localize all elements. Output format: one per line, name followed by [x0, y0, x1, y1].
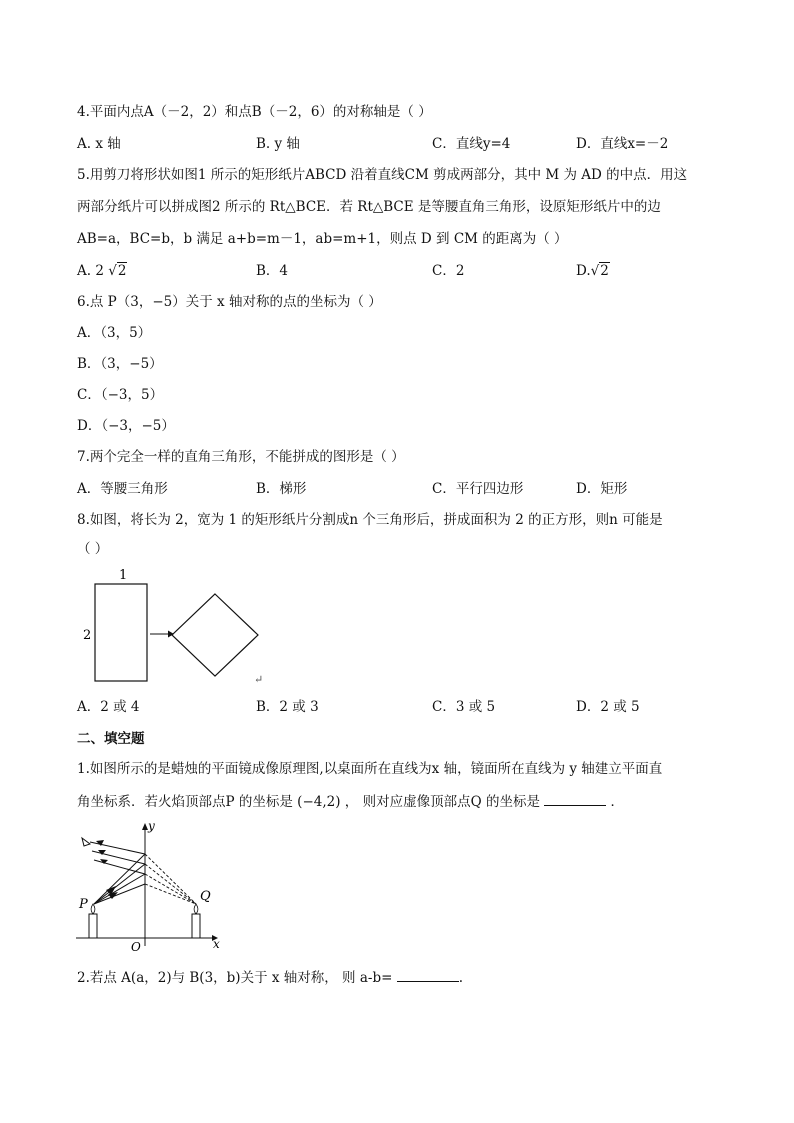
- q7-option-c: C．平行四边形: [432, 481, 524, 497]
- q5-option-a: A. 2 √2: [77, 263, 127, 279]
- height-label: 2: [83, 628, 92, 643]
- flame-left-icon: [91, 904, 95, 914]
- answer-blank-1[interactable]: [544, 791, 606, 806]
- point-p-label: P: [79, 897, 88, 912]
- f1-line-2: 角坐标系．若火焰顶部点P 的坐标是 (−4,2) ， 则对应虚像顶部点Q 的坐标是 ．: [77, 791, 624, 812]
- q4-option-c: C．直线y=4: [432, 136, 511, 152]
- q4-stem: 4.平面内点A（－2，2）和点B（－2，6）的对称轴是（ ）: [77, 104, 432, 120]
- q7-option-a: A．等腰三角形: [77, 481, 168, 497]
- sqrt-symbol: √2: [108, 263, 127, 279]
- q8-line-1: 8.如图，将长为 2，宽为 1 的矩形纸片分割成n 个三角形后，拼成面积为 2 的正方形，则n 可能是: [77, 512, 663, 528]
- q6-stem: 6.点 P（3，−5）关于 x 轴对称的点的坐标为（ ）: [77, 294, 382, 310]
- q8-option-b: B．2 或 3: [256, 699, 319, 715]
- coordinate-p: (−4,2): [297, 794, 341, 810]
- q7-option-b: B．梯形: [256, 481, 307, 497]
- q8-option-a: A．2 或 4: [77, 699, 140, 715]
- q7-stem: 7.两个完全一样的直角三角形，不能拼成的图形是（ ）: [77, 449, 405, 465]
- rectangle-shape: [95, 584, 147, 681]
- q6-option-b: B．（3，−5）: [77, 356, 163, 372]
- section-title: 二、填空题: [77, 731, 145, 747]
- q7-option-d: D．矩形: [576, 481, 628, 497]
- answer-blank-2[interactable]: [397, 967, 459, 982]
- virtual-ray: [145, 854, 196, 904]
- square-shape: [172, 594, 258, 676]
- virtual-ray: [145, 864, 196, 904]
- q5-line-2: 两部分纸片可以拼成图2 所示的 Rt△BCE．若 Rt△BCE 是等腰直角三角形，设原矩形纸片中的边: [77, 199, 661, 215]
- y-axis-label: y: [148, 819, 155, 833]
- q5-option-d: D.√2: [576, 263, 609, 279]
- f2-line: 2.若点 A(a，2)与 B(3，b)关于 x 轴对称， 则 a-b= .: [77, 967, 463, 988]
- q4-option-b: B. y 轴: [256, 136, 300, 152]
- ray: [94, 864, 145, 904]
- origin-label: O: [131, 940, 141, 954]
- x-axis-label: x: [213, 937, 220, 951]
- q5-option-b: B．4: [256, 263, 289, 279]
- q8-figure: [78, 564, 278, 688]
- sqrt-symbol: √2: [590, 263, 609, 279]
- eye-icon: [82, 838, 90, 846]
- q5-line-1: 5.用剪刀将形状如图1 所示的矩形纸片ABCD 沿着直线CM 剪成两部分，其中 M 为 AD 的中点．用这: [77, 167, 688, 183]
- virtual-ray: [145, 884, 196, 904]
- q4-option-a: A. x 轴: [77, 136, 121, 152]
- f1-line-1: 1.如图所示的是蜡烛的平面镜成像原理图,以桌面所在直线为x 轴，镜面所在直线为 y 轴建立平面直: [77, 761, 663, 777]
- q5-line-3: AB=a，BC=b，b 满足 a+b=m－1，ab=m+1，则点 D 到 CM 的距离为（ ）: [77, 231, 568, 247]
- q8-line-2: （ ）: [77, 541, 109, 557]
- q8-option-d: D．2 或 5: [576, 699, 640, 715]
- flame-right-icon: [194, 904, 198, 914]
- q5-option-c: C．2: [432, 263, 465, 279]
- q6-option-a: A．（3，5）: [77, 325, 152, 341]
- candle-mirror-figure: [76, 818, 236, 953]
- q4-option-d: D．直线x=－2: [576, 136, 669, 152]
- q6-option-d: D．（−3，−5）: [77, 418, 175, 434]
- q6-option-c: C．（−3，5）: [77, 387, 164, 403]
- q8-option-c: C．3 或 5: [432, 699, 496, 715]
- return-mark: ↵: [254, 673, 264, 686]
- ray: [94, 884, 145, 904]
- candle-right: [192, 914, 200, 938]
- candle-left: [89, 914, 97, 938]
- point-q-label: Q: [200, 889, 211, 904]
- width-label: 1: [119, 568, 128, 583]
